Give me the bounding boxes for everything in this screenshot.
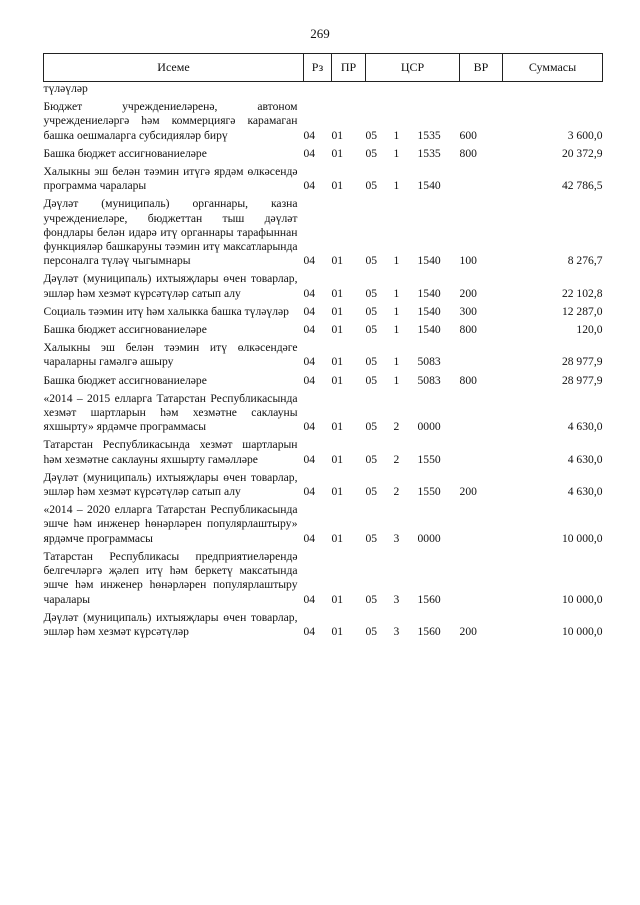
header-rz: Рз: [304, 54, 332, 82]
row-sum: 120,0: [576, 323, 603, 337]
row-csr-item: 0000: [417, 531, 441, 545]
row-pr: 01: [331, 286, 344, 300]
row-vr: 300: [459, 304, 477, 318]
table-row: [44, 272, 603, 304]
row-sum: 10 000,0: [561, 592, 603, 606]
row-csr-subprogram: [394, 82, 418, 101]
row-csr-program: [366, 82, 394, 101]
row-pr: [332, 82, 366, 101]
table-row: [44, 82, 603, 101]
row-sum: 8 276,7: [567, 254, 603, 268]
row-rz: 04: [303, 373, 316, 387]
row-csr-subprogram: 1: [393, 254, 400, 268]
row-pr: 01: [331, 128, 344, 142]
row-vr: [460, 550, 503, 611]
row-vr: 800: [459, 146, 477, 160]
row-sum: 28 977,9: [561, 373, 603, 387]
row-rz: 04: [303, 128, 316, 142]
row-sum: 4 630,0: [567, 420, 603, 434]
row-name: Башка бюджет ассигнованиеләре: [43, 373, 207, 387]
table-header-row: [44, 54, 603, 82]
row-name: Татарстан Республикасы предприятиеләрендә белгечләргә җәлеп итү һәм беркетү максатында эшче һәм инженер һөнәрләрен популярлаштыру чаралары: [43, 549, 298, 606]
row-rz: 04: [303, 254, 316, 268]
table-row: [44, 503, 603, 550]
row-sum: 10 000,0: [561, 531, 603, 545]
row-csr-program: 05: [365, 373, 378, 387]
row-vr: 800: [459, 373, 477, 387]
row-vr: 100: [459, 254, 477, 268]
table-row: [44, 392, 603, 439]
row-csr-subprogram: 3: [393, 624, 400, 638]
row-pr: 01: [331, 373, 344, 387]
row-vr: [460, 341, 503, 373]
row-vr: 600: [459, 128, 477, 142]
row-rz: 04: [303, 624, 316, 638]
row-csr-program: 05: [365, 355, 378, 369]
row-rz: 04: [303, 592, 316, 606]
row-csr-item: 1535: [417, 128, 441, 142]
row-name: Дәүләт (муниципаль) ихтыяҗлары өчен товарлар, эшләр һәм хезмәт күрсәтүләр сатып алу: [43, 272, 298, 300]
table-row: [44, 471, 603, 503]
row-csr-program: 05: [365, 286, 378, 300]
row-name: Татарстан Республикасында хезмәт шартларын һәм хезмәтне саклауны яхшырту гамәлләре: [43, 438, 298, 466]
row-rz: [304, 82, 332, 101]
row-pr: 01: [331, 179, 344, 193]
table-row: [44, 165, 603, 197]
row-csr-program: 05: [365, 254, 378, 268]
row-csr-program: 05: [365, 304, 378, 318]
table-row: [44, 147, 603, 165]
row-csr-program: 05: [365, 128, 378, 142]
row-csr-item: 1540: [417, 286, 441, 300]
row-name: «2014 – 2015 елларга Татарстан Республикасында хезмәт шартларын һәм хезмәтне саклауны яхшырту» ярдәмче программасы: [43, 391, 298, 434]
row-name: Халыкны эш белән тәэмин итү өлкәсендәге чараларны гамәлгә ашыру: [43, 341, 298, 369]
row-name: түләүләр: [43, 82, 88, 95]
row-pr: 01: [331, 531, 344, 545]
row-csr-subprogram: 2: [393, 452, 400, 466]
row-vr: [460, 82, 503, 101]
row-csr-item: 5083: [417, 355, 441, 369]
row-rz: 04: [303, 531, 316, 545]
row-vr: 200: [459, 485, 477, 499]
row-csr-item: 1560: [417, 624, 441, 638]
row-csr-subprogram: 1: [393, 146, 400, 160]
row-name: Бюджет учреждениеләренә, автоном учреждениеләргә һәм коммерциягә карамаган башка оешмаларга субсидияләр бирү: [43, 100, 298, 142]
row-csr-item: 1540: [417, 254, 441, 268]
budget-table: [43, 53, 603, 643]
row-csr-subprogram: 3: [393, 531, 400, 545]
row-vr: 200: [459, 624, 477, 638]
row-vr: 200: [459, 286, 477, 300]
table-row: [44, 305, 603, 323]
row-name: Дәүләт (муниципаль) органнары, казна учреждениеләре, бюджеттан тыш дәүләт фондлары белән идарә итү органнары тарафыннан функцияләр башкаруны тәэмин итү максатларында персоналга түләү чыгымнары: [43, 197, 298, 268]
row-csr-subprogram: 2: [393, 485, 400, 499]
table-row: [44, 323, 603, 341]
row-vr: [460, 503, 503, 550]
row-name: Башка бюджет ассигнованиеләре: [43, 146, 207, 160]
header-pr: ПР: [332, 54, 366, 82]
row-csr-subprogram: 1: [393, 373, 400, 387]
row-csr-program: 05: [365, 531, 378, 545]
row-csr-program: 05: [365, 179, 378, 193]
row-rz: 04: [303, 485, 316, 499]
row-csr-subprogram: 1: [393, 323, 400, 337]
row-sum: 10 000,0: [561, 624, 603, 638]
row-csr-program: 05: [365, 624, 378, 638]
row-pr: 01: [331, 485, 344, 499]
row-pr: 01: [331, 420, 344, 434]
row-sum: 42 786,5: [561, 179, 603, 193]
row-rz: 04: [303, 323, 316, 337]
row-sum: 3 600,0: [567, 128, 603, 142]
page-number: 269: [310, 26, 330, 41]
row-sum: 12 287,0: [561, 304, 603, 318]
row-rz: 04: [303, 304, 316, 318]
table-body: [44, 82, 603, 644]
row-pr: 01: [331, 355, 344, 369]
row-sum: [503, 82, 603, 101]
row-csr-program: 05: [365, 146, 378, 160]
row-rz: 04: [303, 179, 316, 193]
row-pr: 01: [331, 592, 344, 606]
row-csr-item: 1540: [417, 323, 441, 337]
row-name: Дәүләт (муниципаль) ихтыяҗлары өчен товарлар, эшләр һәм хезмәт күрсәтүләр: [43, 610, 298, 638]
row-csr-item: 0000: [417, 420, 441, 434]
row-csr-subprogram: 1: [393, 128, 400, 142]
row-name: Социаль тәэмин итү һәм халыкка башка түләүләр: [43, 304, 289, 318]
row-vr: 800: [459, 323, 477, 337]
row-vr: [460, 438, 503, 470]
row-sum: 22 102,8: [561, 286, 603, 300]
row-vr: [460, 392, 503, 439]
table-row: [44, 374, 603, 392]
row-name: Халыкны эш белән тәэмин итүгә ярдәм өлкәсендә программа чаралары: [43, 165, 298, 193]
table-row: [44, 341, 603, 373]
row-pr: 01: [331, 323, 344, 337]
row-sum: 4 630,0: [567, 452, 603, 466]
row-rz: 04: [303, 452, 316, 466]
row-sum: 4 630,0: [567, 485, 603, 499]
row-name: «2014 – 2020 елларга Татарстан Республикасында эшче һәм инженер һөнәрләрен популярлаштыру» ярдәмче программасы: [43, 503, 298, 545]
row-pr: 01: [331, 624, 344, 638]
row-pr: 01: [331, 304, 344, 318]
row-csr-subprogram: 1: [393, 355, 400, 369]
row-csr-item: 1540: [417, 304, 441, 318]
row-csr-item: 1535: [417, 146, 441, 160]
row-csr-item: 1550: [417, 485, 441, 499]
row-csr-subprogram: 1: [393, 286, 400, 300]
row-csr-item: 1560: [417, 592, 441, 606]
row-rz: 04: [303, 420, 316, 434]
header-name: Исеме: [44, 54, 304, 82]
row-sum: 28 977,9: [561, 355, 603, 369]
row-pr: 01: [331, 254, 344, 268]
table-row: [44, 550, 603, 611]
table-row: [44, 197, 603, 272]
row-csr-subprogram: 2: [393, 420, 400, 434]
header-sum: Суммасы: [503, 54, 603, 82]
header-vr: ВР: [460, 54, 503, 82]
row-csr-subprogram: 1: [393, 179, 400, 193]
row-rz: 04: [303, 355, 316, 369]
table-row: [44, 100, 603, 147]
row-csr-program: 05: [365, 592, 378, 606]
row-csr-item: 5083: [417, 373, 441, 387]
row-csr-program: 05: [365, 452, 378, 466]
row-csr-program: 05: [365, 420, 378, 434]
row-sum: 20 372,9: [561, 146, 603, 160]
row-pr: 01: [331, 146, 344, 160]
row-csr-item: 1540: [417, 179, 441, 193]
row-vr: [460, 165, 503, 197]
row-csr-program: 05: [365, 485, 378, 499]
row-rz: 04: [303, 146, 316, 160]
row-rz: 04: [303, 286, 316, 300]
row-csr-subprogram: 1: [393, 304, 400, 318]
row-csr-item: [418, 82, 460, 101]
row-csr-item: 1550: [417, 452, 441, 466]
header-csr: ЦСР: [366, 54, 460, 82]
row-csr-subprogram: 3: [393, 592, 400, 606]
row-name: Дәүләт (муниципаль) ихтыяҗлары өчен товарлар, эшләр һәм хезмәт күрсәтүләр сатып алу: [43, 470, 298, 499]
row-pr: 01: [331, 452, 344, 466]
table-row: [44, 438, 603, 470]
row-name: Башка бюджет ассигнованиеләре: [43, 323, 207, 337]
row-csr-program: 05: [365, 323, 378, 337]
table-row: [44, 611, 603, 643]
